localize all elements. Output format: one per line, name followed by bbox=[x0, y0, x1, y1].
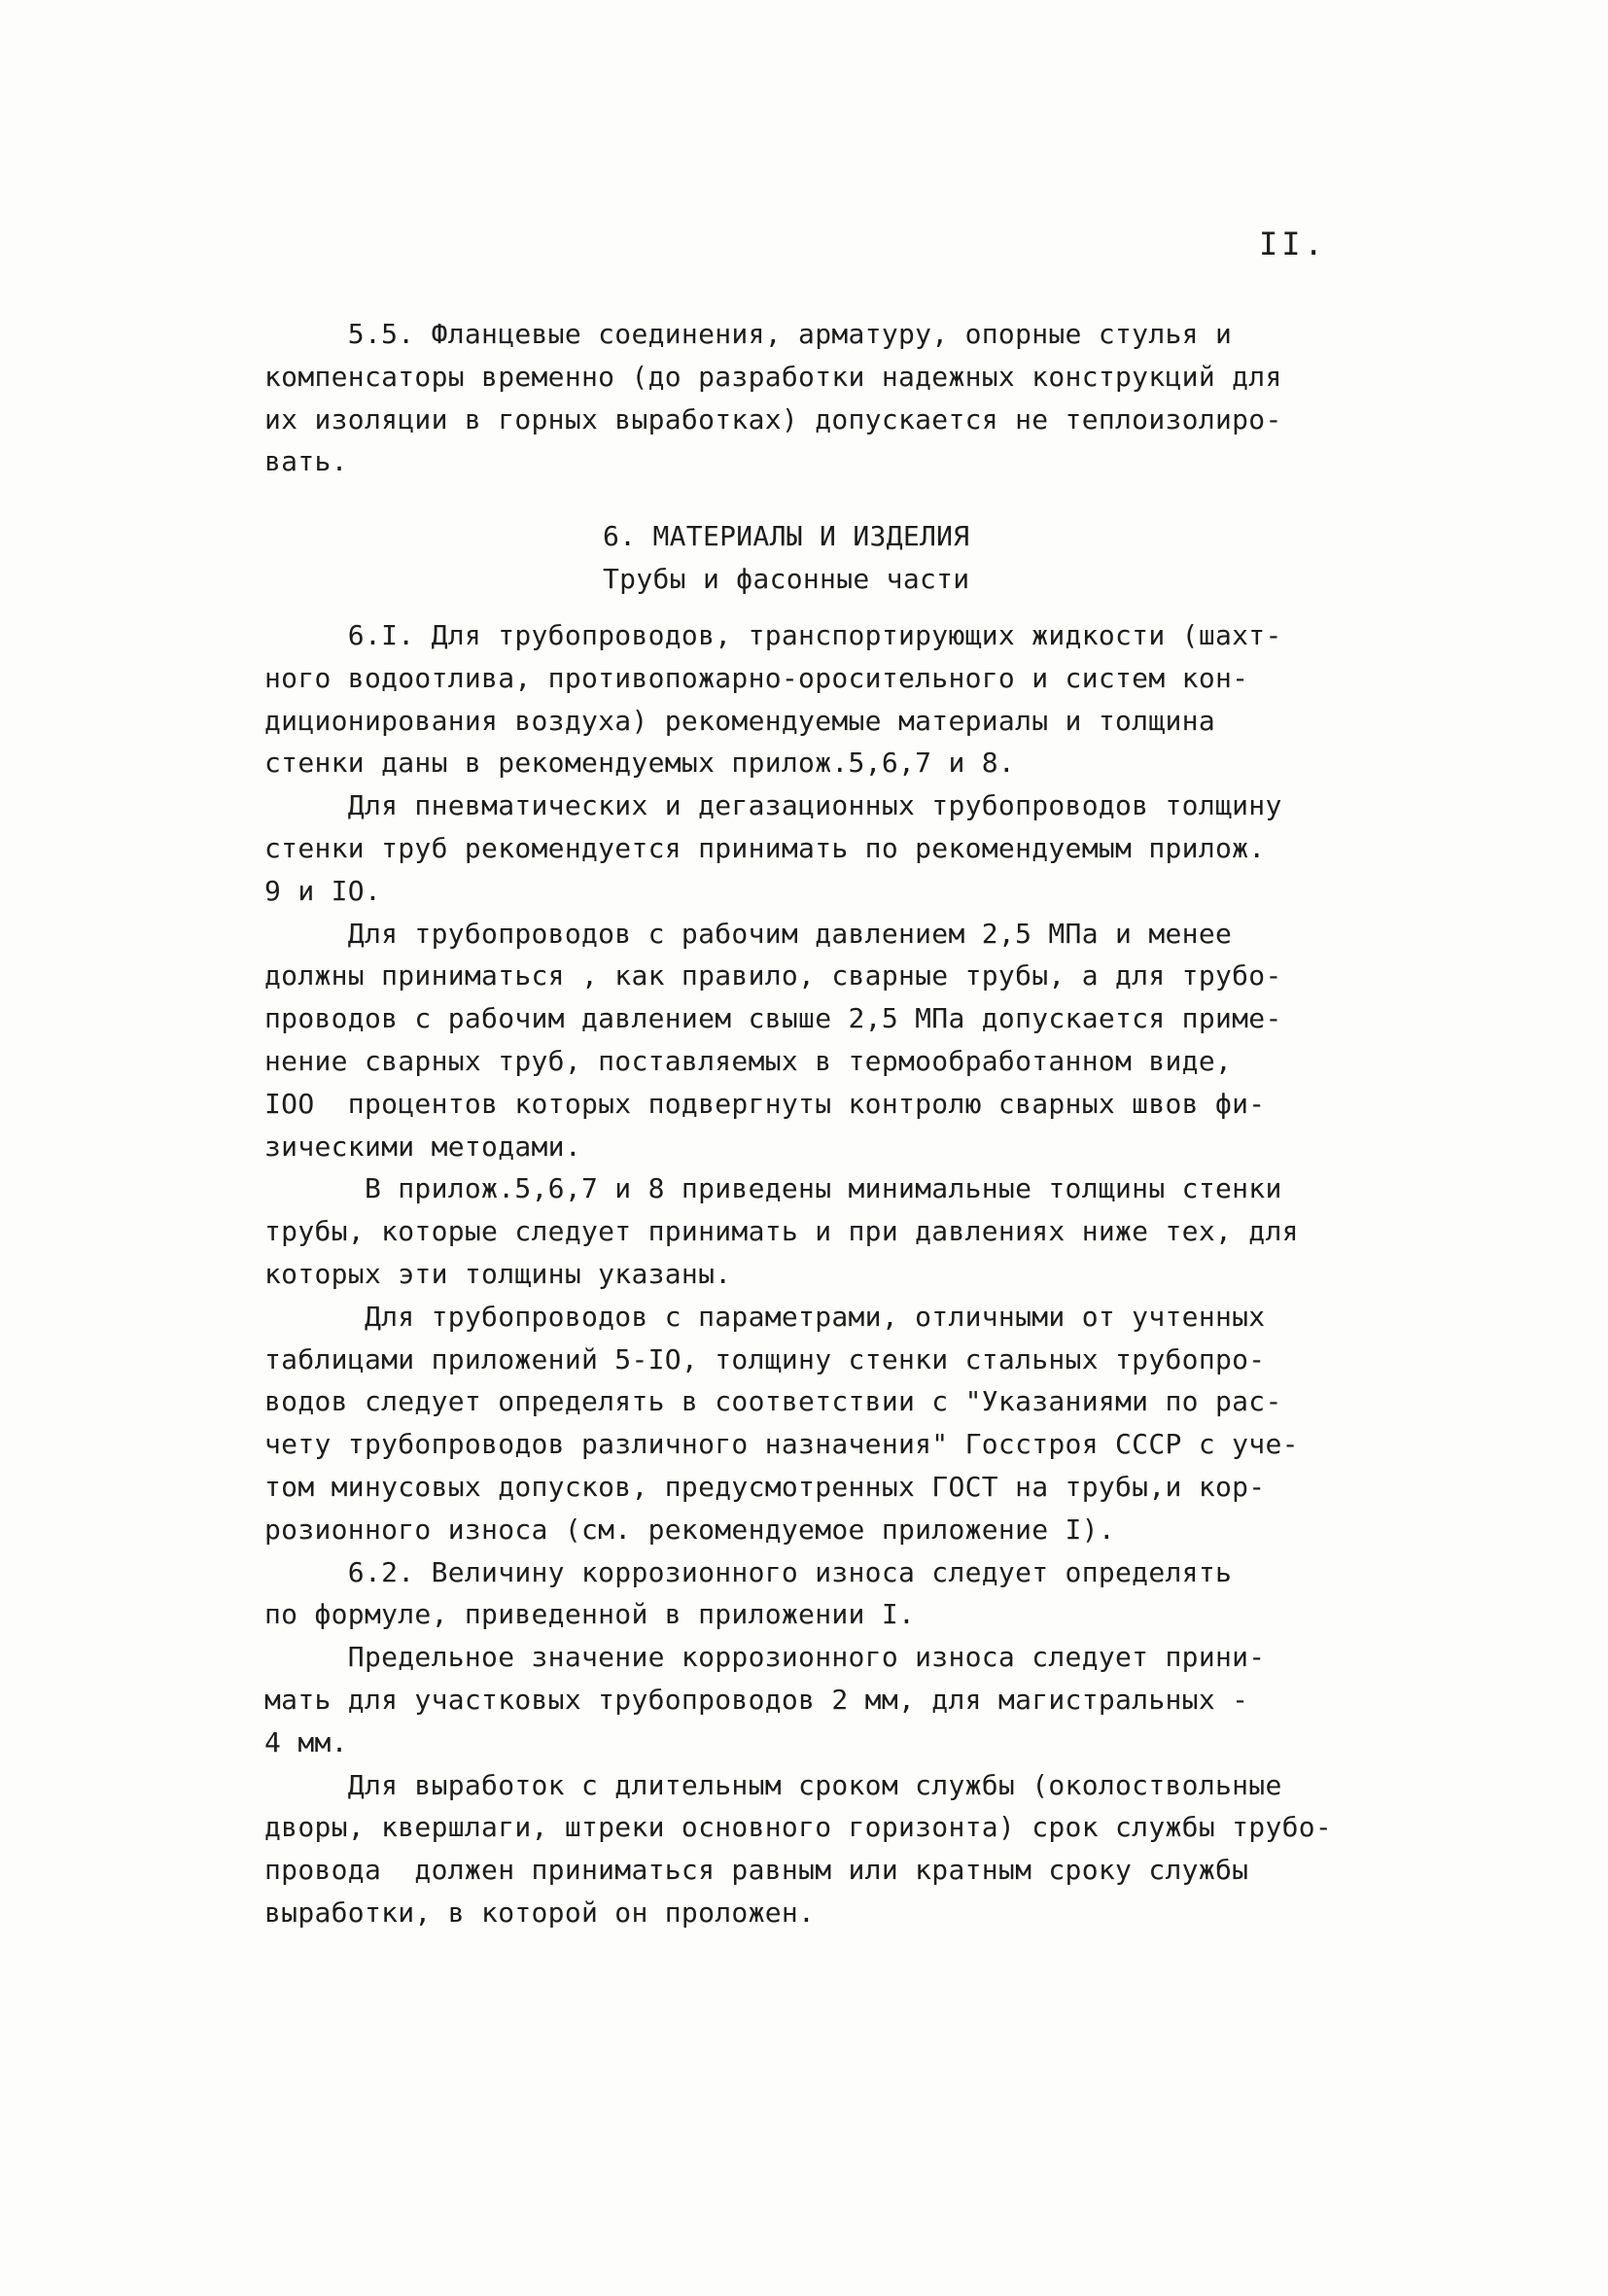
text-line: стенки труб рекомендуется принимать по рекомендуемым прилож. bbox=[264, 831, 1266, 864]
text-line: 6.2. Величину коррозионного износа следует определять bbox=[264, 1555, 1233, 1588]
text-line: розионного износа (см. рекомендуемое приложение I). bbox=[264, 1513, 1116, 1546]
text-line: Для трубопроводов с рабочим давлением 2,5 МПа и менее bbox=[264, 917, 1233, 950]
text-line: зическими методами. bbox=[264, 1130, 581, 1163]
text-line: мать для участковых трубопроводов 2 мм, для магистральных - bbox=[264, 1683, 1249, 1716]
text-line: стенки даны в рекомендуемых прилож.5,6,7 и 8. bbox=[264, 747, 1016, 780]
text-line: проводов с рабочим давлением свыше 2,5 МПа допускается приме- bbox=[264, 1002, 1282, 1035]
text-line: 5.5. Фланцевые соединения, арматуру, опорные стулья и bbox=[264, 318, 1233, 350]
page-number: II. bbox=[1259, 226, 1327, 262]
text-line: компенсаторы временно (до разработки надежных конструкций для bbox=[264, 360, 1282, 393]
text-line: должны приниматься , как правило, сварные трубы, а для трубо- bbox=[264, 959, 1282, 992]
text-line: 4 мм. bbox=[264, 1725, 348, 1758]
text-line: которых эти толщины указаны. bbox=[264, 1257, 732, 1290]
text-line: 6.I. Для трубопроводов, транспортирующих жидкости (шахт- bbox=[264, 619, 1282, 651]
text-line: дворы, квершлаги, штреки основного горизонта) срок службы трубо- bbox=[264, 1811, 1333, 1844]
text-line: 9 и IO. bbox=[264, 874, 382, 907]
text-line: Для пневматических и дегазационных трубопроводов толщину bbox=[264, 789, 1282, 822]
text-line: вать. bbox=[264, 445, 348, 478]
section-subheading: Трубы и фасонные части bbox=[603, 563, 970, 595]
text-line: ного водоотлива, противопожарно-оросительного и систем кон- bbox=[264, 661, 1249, 694]
text-line: В прилож.5,6,7 и 8 приведены минимальные толщины стенки bbox=[264, 1172, 1282, 1205]
text-line: провода должен приниматься равным или кратным сроку службы bbox=[264, 1854, 1249, 1887]
text-line: трубы, которые следует принимать и при давлениях ниже тех, для bbox=[264, 1215, 1299, 1248]
text-line: выработки, в которой он проложен. bbox=[264, 1896, 816, 1929]
text-line: том минусовых допусков, предусмотренных ГОСТ на трубы,и кор- bbox=[264, 1470, 1266, 1503]
section-heading: 6. МАТЕРИАЛЫ И ИЗДЕЛИЯ bbox=[603, 520, 970, 552]
text-line: Предельное значение коррозионного износа следует прини- bbox=[264, 1641, 1266, 1674]
text-line: их изоляции в горных выработках) допускается не теплоизолиро- bbox=[264, 402, 1282, 435]
text-line: по формуле, приведенной в приложении I. bbox=[264, 1598, 916, 1631]
text-line: Для выработок с длительным сроком службы (околоствольные bbox=[264, 1768, 1282, 1801]
text-line: нение сварных труб, поставляемых в термообработанном виде, bbox=[264, 1044, 1233, 1077]
text-line: Для трубопроводов с параметрами, отличными от учтенных bbox=[264, 1300, 1266, 1333]
text-line: чету трубопроводов различного назначения" Госстроя СССР с уче- bbox=[264, 1428, 1299, 1461]
section-6-body bbox=[264, 614, 1382, 1934]
text-line: IOO процентов которых подвергнуты контролю сварных швов фи- bbox=[264, 1087, 1266, 1120]
paragraph-5-5 bbox=[264, 313, 1382, 483]
text-line: таблицами приложений 5-IO, толщину стенки стальных трубопро- bbox=[264, 1342, 1266, 1375]
text-line: водов следует определять в соответствии с "Указаниями по рас- bbox=[264, 1385, 1282, 1418]
text-line: диционирования воздуха) рекомендуемые материалы и толщина bbox=[264, 704, 1215, 737]
